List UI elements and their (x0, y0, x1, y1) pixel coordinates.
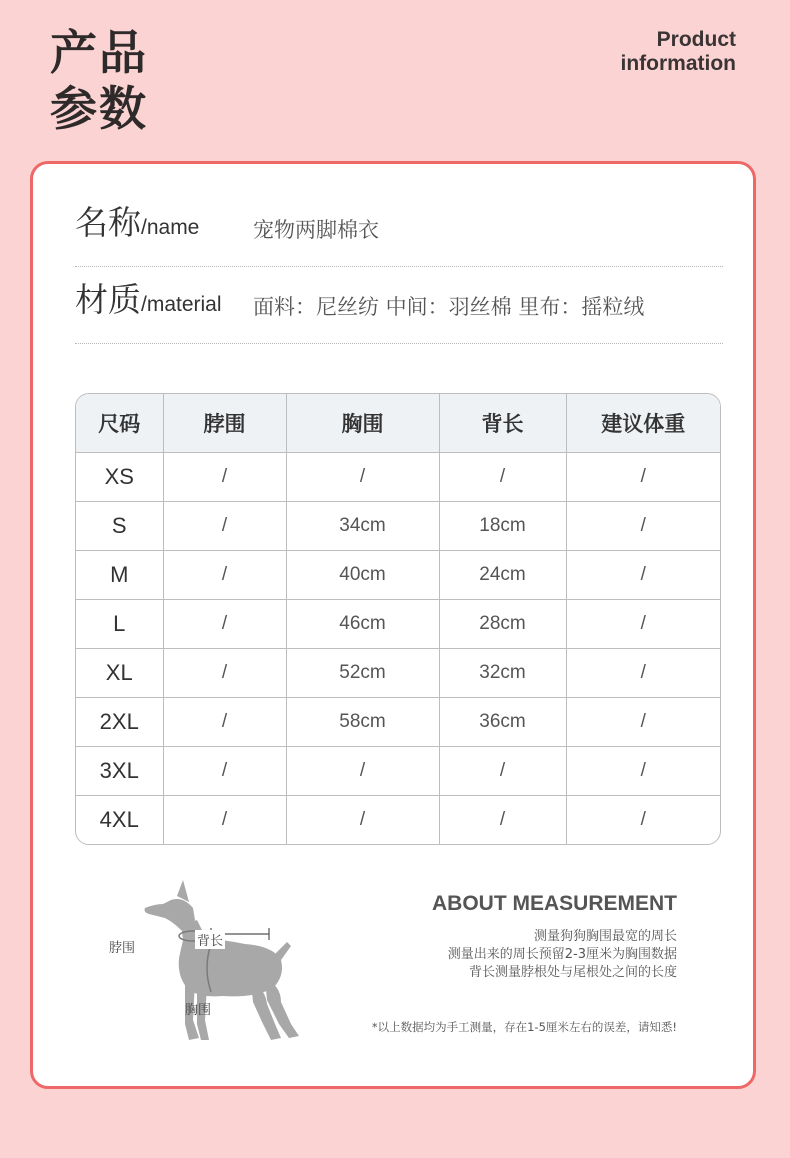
table-cell: / (286, 453, 439, 502)
table-cell: XS (76, 453, 163, 502)
measurement-line: 背长测量脖根处与尾根处之间的长度 (468, 965, 677, 980)
table-row (76, 551, 720, 600)
size-table (75, 393, 721, 845)
material-label-en: /material (141, 293, 222, 316)
table-cell: 18cm (439, 502, 566, 551)
chest-measure-label: 胸围 (185, 1003, 212, 1018)
table-cell: / (286, 747, 439, 796)
table-cell: 52cm (286, 649, 439, 698)
table-cell: / (566, 453, 720, 502)
title-en-line2: information (620, 52, 736, 75)
page-title-cn (50, 26, 148, 138)
material-value: 面料：尼丝纺 中间：羽丝棉 里布：摇粒绒 (253, 295, 645, 319)
name-label-cn: 名称 (75, 203, 141, 242)
table-row (76, 453, 720, 502)
table-cell: / (640, 809, 646, 830)
table-cell: / (439, 453, 566, 502)
table-cell: / (163, 453, 286, 502)
about-measurement-lines (448, 928, 677, 982)
table-cell: 34cm (286, 502, 439, 551)
table-cell: / (286, 796, 439, 845)
table-cell: L (76, 600, 163, 649)
title-cn-line2: 参数 (50, 82, 148, 137)
info-card (30, 161, 756, 1089)
table-cell: 32cm (439, 649, 566, 698)
about-measurement-title: ABOUT MEASUREMENT (432, 892, 677, 915)
table-cell: 2XL (76, 698, 163, 747)
table-cell: / (439, 747, 566, 796)
table-cell: / (566, 600, 720, 649)
measurement-line: 测量狗狗胸围最宽的周长 (533, 929, 677, 944)
table-cell: 3XL (76, 747, 163, 796)
table-cell: 4XL (76, 796, 163, 845)
title-en-line1: Product (656, 28, 736, 51)
material-label (75, 274, 222, 321)
table-header-row (76, 394, 720, 453)
name-label-en: /name (141, 216, 200, 239)
header-chest: 胸围 (286, 394, 439, 453)
table-cell: 46cm (286, 600, 439, 649)
page-title-en (621, 28, 737, 76)
table-cell: / (566, 502, 720, 551)
table-cell: / (163, 747, 286, 796)
table-cell: S (76, 502, 163, 551)
table-row (76, 747, 720, 796)
name-label (75, 197, 199, 244)
table-cell: M (76, 551, 163, 600)
measurement-section (33, 864, 753, 1084)
info-row-name (75, 203, 723, 267)
table-cell: / (163, 698, 286, 747)
table-cell: 36cm (439, 698, 566, 747)
table-row (76, 698, 720, 747)
material-label-cn: 材质 (75, 280, 141, 319)
table-row (76, 600, 720, 649)
header-size: 尺码 (76, 394, 163, 453)
info-row-material (75, 280, 723, 344)
header-back: 背长 (439, 394, 566, 453)
table-cell: 40cm (286, 551, 439, 600)
neck-measure-label: 脖围 (109, 941, 136, 956)
title-cn-line1: 产品 (50, 26, 148, 81)
table-cell: / (439, 796, 566, 845)
table-cell: / (163, 649, 286, 698)
table-cell: / (566, 747, 720, 796)
header-weight: 建议体重 (566, 394, 720, 453)
table-cell: / (163, 551, 286, 600)
table-row (76, 649, 720, 698)
header-neck: 脖围 (163, 394, 286, 453)
table-cell: / (566, 698, 720, 747)
table-row (76, 502, 720, 551)
table-cell: 24cm (439, 551, 566, 600)
table-cell: / (163, 796, 286, 845)
table-cell: / (163, 600, 286, 649)
table-cell: XL (76, 649, 163, 698)
table-row (76, 796, 720, 845)
table-cell: 28cm (439, 600, 566, 649)
measurement-note: *以上数据均为手工测量，存在1-5厘米左右的误差，请知悉! (371, 1020, 677, 1034)
table-cell: 58cm (286, 698, 439, 747)
name-value: 宠物两脚棉衣 (253, 218, 379, 242)
dog-silhouette-icon (105, 878, 305, 1058)
back-measure-label: 背长 (195, 930, 225, 949)
table-cell: / (566, 551, 720, 600)
table-cell: / (566, 649, 720, 698)
table-cell: / (163, 502, 286, 551)
measurement-line: 测量出来的周长预留2-3厘米为胸围数据 (447, 947, 677, 962)
